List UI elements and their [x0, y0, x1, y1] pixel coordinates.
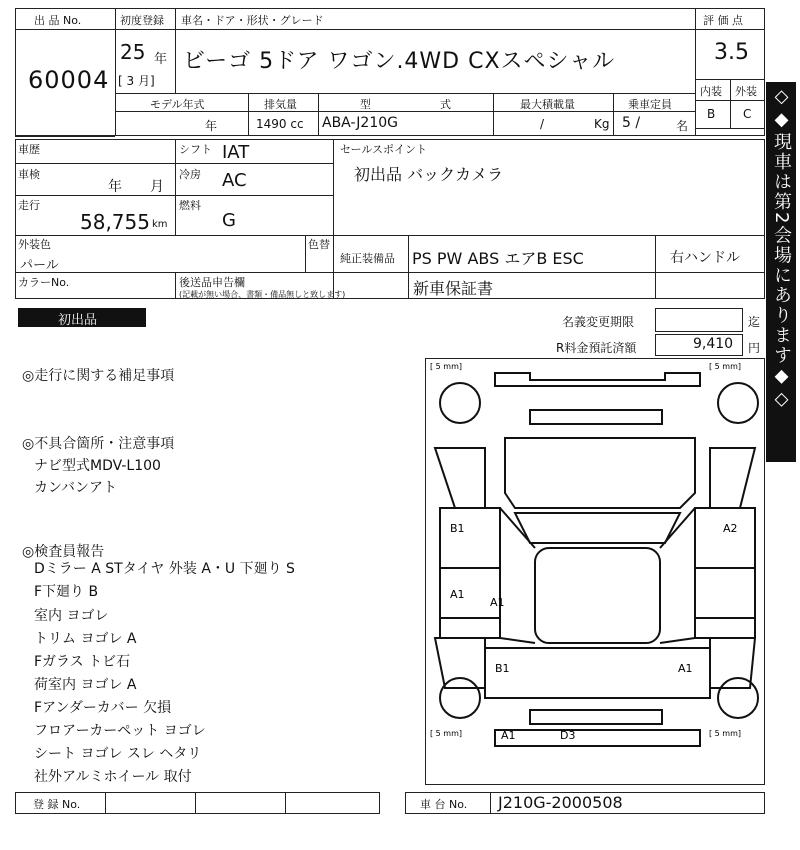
- rear-fender-left: [435, 638, 485, 688]
- first-reg-label: 初度登録: [120, 14, 164, 27]
- displacement: 1490 cc: [256, 117, 304, 131]
- name-change-unit: 迄: [748, 315, 761, 329]
- inspector-item: F下廻り B: [34, 584, 99, 600]
- tire-depth-rl: [ 5 mm]: [430, 729, 463, 738]
- damage-mark: A2: [723, 522, 738, 535]
- sales-point: 初出品 バックカメラ: [354, 165, 504, 184]
- aircon-label: 冷房: [179, 168, 201, 181]
- first-reg-year: 25: [120, 40, 146, 64]
- inspector-item: 室内 ヨゴレ: [34, 608, 109, 624]
- fender-right: [710, 448, 755, 508]
- rear-section: [485, 648, 710, 698]
- aircon: AC: [222, 170, 247, 191]
- equipment-label: 純正装備品: [340, 252, 395, 265]
- rear-bumper: [495, 730, 700, 746]
- windshield: [515, 513, 680, 543]
- shift-label: シフト: [179, 143, 212, 156]
- tire-depth-fr: [ 5 mm]: [709, 362, 742, 371]
- car-diagram: [425, 358, 765, 785]
- front-bumper: [495, 373, 700, 386]
- chassis-label: 車 台 No.: [420, 798, 468, 811]
- model-code: ABA-J210G: [322, 115, 398, 131]
- capacity: 5 /: [622, 115, 641, 131]
- exterior-label: 外装: [735, 85, 757, 98]
- inspection-month: 月: [150, 179, 164, 195]
- damage-mark: A1: [450, 588, 465, 601]
- car-name: ビーゴ 5ドア ワゴン.4WD CXスペシャル: [183, 49, 616, 74]
- defects-title: ◎不具合箇所・注意事項: [22, 436, 175, 452]
- car-name-label: 車名・ドア・形状・グレード: [181, 14, 324, 27]
- capacity-label: 乗車定員: [628, 98, 672, 111]
- max-load-label: 最大積載量: [520, 98, 575, 111]
- handle: 右ハンドル: [670, 250, 740, 266]
- model-year-unit: 年: [205, 119, 218, 133]
- front-plate: [530, 410, 662, 424]
- side-banner: [766, 82, 796, 462]
- history-label: 車歴: [18, 143, 40, 156]
- equipment: PS PW ABS エアB ESC: [412, 249, 584, 268]
- mileage-unit: km: [152, 219, 168, 230]
- hood: [505, 438, 695, 508]
- inspector-item: 社外アルミホイール 取付: [34, 769, 192, 785]
- inspector-item: フロアーカーペット ヨゴレ: [34, 723, 206, 739]
- color-no-label: カラーNo.: [18, 276, 70, 289]
- lot-no: 60004: [28, 66, 110, 94]
- docs-label: 後送品申告欄: [179, 276, 245, 289]
- exterior-color: パール: [20, 258, 59, 273]
- recycle-value: 9,410: [693, 336, 734, 352]
- displacement-label: 排気量: [264, 98, 297, 111]
- fuel-label: 燃料: [179, 199, 201, 212]
- interior-grade: B: [707, 107, 716, 121]
- exterior-grade: C: [743, 107, 752, 121]
- first-listing-text: 初出品: [58, 313, 98, 328]
- pillar-right: [660, 508, 695, 643]
- inspector-item: Dミラー A STタイヤ 外装 A・U 下廻り S: [34, 561, 295, 577]
- fuel: G: [222, 210, 236, 231]
- damage-mark: D3: [560, 729, 576, 742]
- first-reg-month: [ 3 月]: [118, 74, 155, 88]
- name-change-field: [655, 308, 743, 332]
- roof: [535, 548, 660, 643]
- defect-item: ナビ型式MDV-L100: [34, 458, 161, 474]
- door-right-rear: [695, 568, 755, 638]
- inspector-item: トリム ヨゴレ A: [34, 631, 137, 647]
- type-label-2: 式: [440, 98, 451, 111]
- capacity-unit: 名: [676, 119, 689, 133]
- warranty: 新車保証書: [413, 279, 494, 298]
- name-change-label: 名義変更期限: [562, 315, 635, 329]
- damage-mark: A1: [490, 596, 505, 609]
- inspector-item: Fアンダーカバー 欠損: [34, 700, 172, 716]
- tire-depth-rr: [ 5 mm]: [709, 729, 742, 738]
- damage-mark: B1: [495, 662, 510, 675]
- driving-notes-title: ◎走行に関する補足事項: [22, 368, 175, 384]
- pillar-left: [500, 508, 535, 643]
- docs-note: (記載が無い場合、書類・備品無しと致します): [179, 290, 346, 299]
- inspector-item: Fガラス トビ石: [34, 654, 131, 670]
- defect-item: カンバンアト: [34, 480, 118, 496]
- max-load-unit: Kg: [594, 117, 610, 131]
- inspector-item: 荷室内 ヨゴレ A: [34, 677, 137, 693]
- type-label: 型: [360, 98, 371, 111]
- side-banner-text: ◇◆現車は第2会場にあります◆◇: [771, 86, 792, 412]
- inspector-item: シート ヨゴレ スレ ヘタリ: [34, 746, 202, 762]
- shift: IAT: [222, 142, 250, 163]
- max-load: /: [540, 117, 545, 131]
- recycle-unit: 円: [748, 341, 761, 355]
- lot-no-label: 出 品 No.: [34, 14, 82, 27]
- damage-mark: A1: [678, 662, 693, 675]
- exterior-color-label: 外装色: [18, 238, 51, 251]
- tire-depth-fl: [ 5 mm]: [430, 362, 463, 371]
- recycle-label: R料金預託済額: [556, 341, 637, 355]
- model-year-label: モデル年式: [150, 98, 205, 111]
- wheel-rear-right: [718, 678, 758, 718]
- wheel-front-right: [718, 383, 758, 423]
- wheel-front-left: [440, 383, 480, 423]
- color-change-label: 色替: [308, 238, 330, 251]
- inspector-title: ◎検査員報告: [22, 544, 105, 560]
- sales-point-label: セールスポイント: [340, 143, 428, 156]
- score-label: 評 価 点: [703, 14, 743, 27]
- first-reg-year-unit: 年: [154, 52, 168, 67]
- mileage: 58,755: [80, 210, 150, 234]
- rear-plate: [530, 710, 662, 724]
- mileage-label: 走行: [18, 199, 40, 212]
- reg-no-label: 登 録 No.: [33, 798, 81, 811]
- interior-label: 内装: [700, 85, 722, 98]
- fender-left: [435, 448, 485, 508]
- inspection-year: 年: [108, 179, 122, 195]
- wheel-rear-left: [440, 678, 480, 718]
- score: 3.5: [714, 40, 749, 65]
- inspection-label: 車検: [18, 168, 40, 181]
- damage-mark: A1: [501, 729, 516, 742]
- damage-mark: B1: [450, 522, 465, 535]
- chassis-no: J210G-2000508: [498, 793, 623, 812]
